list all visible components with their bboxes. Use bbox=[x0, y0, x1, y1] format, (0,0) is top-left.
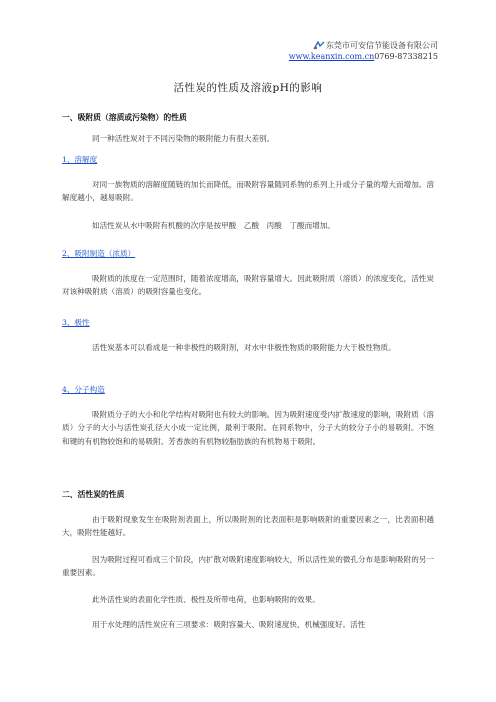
company-name: 东莞市可安信节能设备有限公司 bbox=[326, 41, 438, 50]
phone-number: 0769-87338215 bbox=[374, 52, 438, 61]
contact-line bbox=[289, 51, 438, 62]
document-title: 活性炭的性质及溶液pH的影响 bbox=[173, 82, 323, 94]
section1-intro: 同一种活性炭对于不同污染物的吸附能力有很大差别。 bbox=[92, 134, 275, 143]
website-link[interactable]: www.keanxin.com.cn bbox=[288, 52, 375, 61]
paragraph: 此外活性炭的表面化学性质、极性及所带电荷，也影响吸附的效果。 bbox=[92, 595, 320, 604]
company-logo-icon bbox=[313, 41, 325, 50]
paragraph: 因为吸附过程可看成三个阶段，内扩散对吸附速度影响较大，所以活性炭的微孔分布是影响吸附的另一重要因素。 bbox=[62, 555, 434, 578]
paragraph: 吸附质分子的大小和化学结构对吸附也有较大的影响。因为吸附速度受内扩散速度的影响，吸附质（溶质）分子的大小与活性炭孔径大小成一定比例，最利于吸附。在同系物中，分子大的较分子小的易吸附。不饱和键的有机物较饱和的易吸附。芳香族的有机物较脂肪族的有机物易于吸附。 bbox=[62, 410, 434, 446]
company-line bbox=[289, 40, 438, 51]
page-header bbox=[289, 40, 438, 62]
item-label-polarity[interactable]: 3、极性 bbox=[62, 318, 90, 327]
paragraph: 活性炭基本可以看成是一种非极性的吸附剂，对水中非极性物质的吸附能力大于极性物质。 bbox=[92, 343, 396, 352]
paragraph: 由于吸附现象发生在吸附剂表面上，所以吸附剂的比表面积是影响吸附的重要因素之一，比表面积越大，吸附性能越好。 bbox=[62, 515, 434, 538]
paragraph: 如活性炭从水中吸附有机酸的次序是按甲酸 乙酸 丙酸 丁酸而增加。 bbox=[92, 221, 335, 230]
section2-heading: 二、活性炭的性质 bbox=[62, 490, 125, 499]
paragraph: 用于水处理的活性炭应有三项要求：吸附容量大、吸附速度快、机械强度好。活性 bbox=[92, 620, 366, 629]
paragraph: 对同一族物质的溶解度随链的加长而降低，而吸附容量随同系物的系列上升或分子量的增大而增加。溶解度越小，越易吸附。 bbox=[62, 180, 434, 203]
item-label-concentration[interactable]: 2、吸附制造（浓质） bbox=[62, 249, 136, 258]
paragraph: 吸附质的浓度在一定范围时，随着浓度增高，吸附容量增大。因此吸附质（溶质）的浓度变化，活性炭对该种吸附质（溶质）的吸附容量也变化。 bbox=[62, 274, 434, 297]
section1-heading: 一、吸附质（溶质或污染物）的性质 bbox=[62, 113, 187, 122]
item-label-solubility[interactable]: 1、溶解度 bbox=[62, 155, 98, 164]
item-label-molecular-structure[interactable]: 4、分子构造 bbox=[62, 385, 105, 394]
